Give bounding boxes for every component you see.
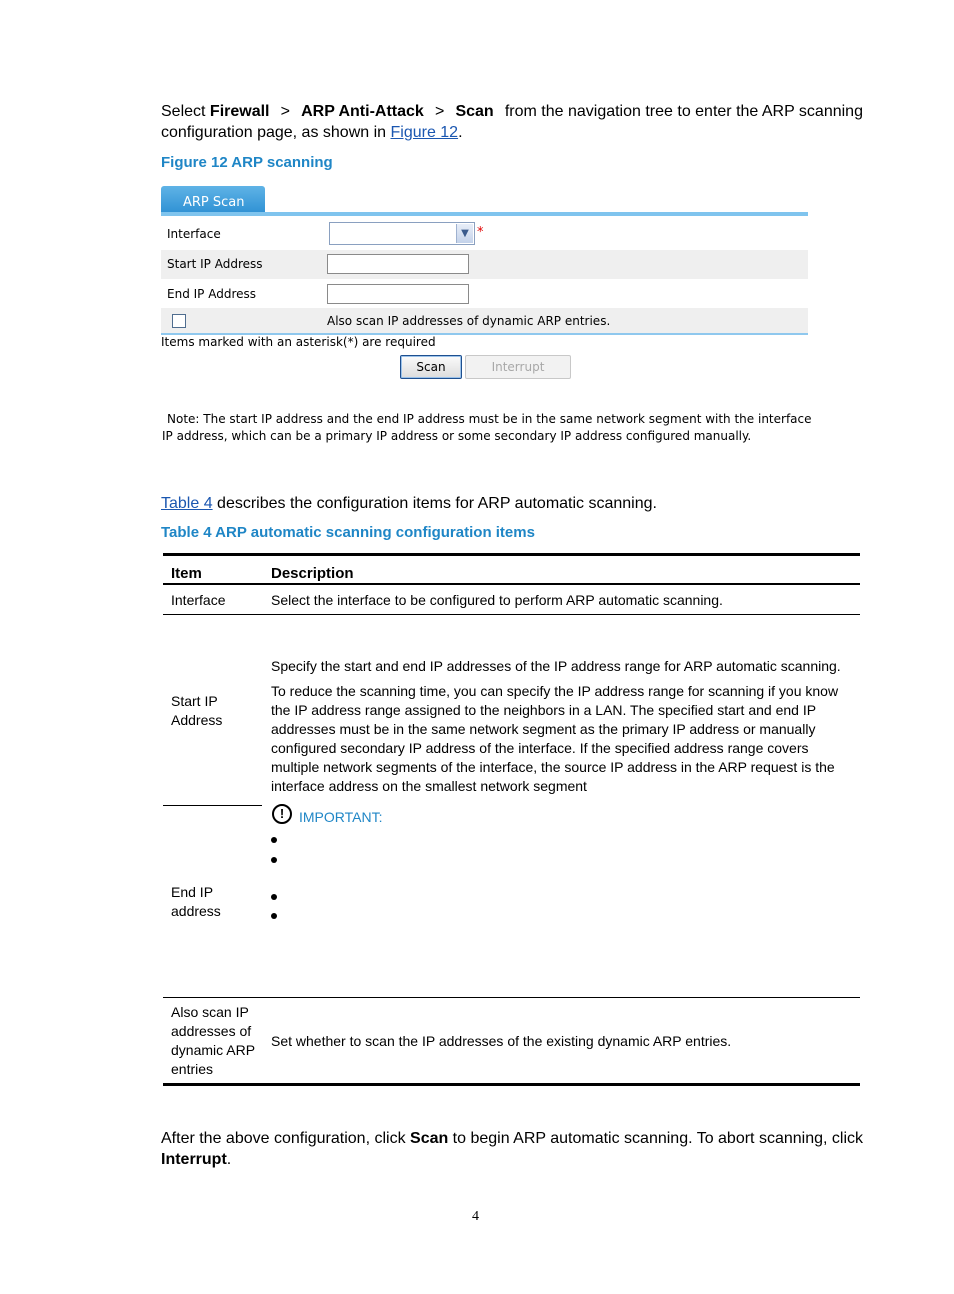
also-scan-checkbox[interactable]	[172, 314, 186, 328]
bullet-3	[271, 894, 277, 900]
bullet-4	[271, 913, 277, 919]
outro-interrupt: Interrupt	[161, 1151, 227, 1168]
interface-label: Interface	[167, 227, 221, 241]
outro-scan: Scan	[410, 1130, 449, 1147]
note-text: Note: The start IP address and the end IP address must be in the same network segment with the interface IP address, which can be a primary IP address or some secondary IP address configured manually.	[162, 412, 812, 443]
tab-underline	[161, 212, 808, 216]
table-4-link[interactable]: Table 4	[161, 495, 213, 512]
start-ip-row	[161, 250, 808, 279]
start-end-divider	[163, 805, 262, 806]
interface-row	[161, 220, 808, 249]
start-ip-input[interactable]	[327, 254, 469, 274]
page-number: 4	[472, 1209, 479, 1224]
header-description: Description	[271, 565, 354, 582]
row-start-ip-item: Start IP Address	[171, 693, 223, 728]
end-ip-input[interactable]	[327, 284, 469, 304]
nav-arp-anti-attack: ARP Anti-Attack	[301, 103, 424, 120]
outro-paragraph: After the above configuration, click Scan to begin ARP automatic scanning. To abort scanning, click Interrupt.	[161, 1130, 863, 1168]
warning-icon: !	[272, 804, 292, 824]
nav-scan: Scan	[455, 103, 494, 120]
also-scan-label: Also scan IP addresses of dynamic ARP entries.	[327, 314, 611, 328]
header-item: Item	[171, 565, 202, 582]
scan-button[interactable]: Scan	[400, 355, 462, 379]
tab-arp-scan[interactable]: ARP Scan	[161, 186, 265, 215]
table-bottom-rule	[163, 1083, 860, 1086]
range-desc-1: Specify the start and end IP addresses of the IP address range for ARP automatic scanning.	[271, 658, 841, 674]
also-scan-row	[161, 308, 808, 335]
table-intro: Table 4 describes the configuration items for ARP automatic scanning.	[161, 495, 657, 512]
row-also-scan-desc: Set whether to scan the IP addresses of the existing dynamic ARP entries.	[271, 1033, 732, 1049]
end-ip-label: End IP Address	[167, 287, 256, 301]
chevron-down-icon[interactable]: ▼	[456, 224, 473, 243]
range-desc-2: To reduce the scanning time, you can specify the IP address range for scanning if you know the IP address range assigned to the neighbors in a LAN. The specified start and end IP addresses must be in the same network segment as the primary IP address or manually configured secondary IP address of the interface. If the specified address range covers multiple network segments of the interface, the source IP address in the ARP request is the interface address on the smallest network segment	[271, 683, 839, 794]
bullet-1	[271, 837, 277, 843]
row-interface-desc: Select the interface to be configured to perform ARP automatic scanning.	[271, 592, 723, 608]
row-rule-3	[163, 997, 860, 998]
figure-caption: Figure 12 ARP scanning	[161, 154, 333, 171]
table-caption: Table 4 ARP automatic scanning configuration items	[161, 524, 535, 541]
required-asterisk: *	[477, 225, 484, 240]
nav-firewall: Firewall	[209, 103, 270, 120]
interface-select[interactable]	[329, 222, 475, 245]
required-note: Items marked with an asterisk(*) are required	[161, 335, 436, 349]
row-also-scan-item: Also scan IP addresses of dynamic ARP entries	[171, 1004, 256, 1077]
important-label: IMPORTANT:	[299, 809, 383, 825]
row-end-ip-item: End IP address	[171, 884, 221, 919]
row-rule-1	[163, 614, 860, 615]
figure-12-link[interactable]: Figure 12	[390, 124, 459, 141]
header-rule	[163, 583, 860, 585]
intro-paragraph: Select Firewall > ARP Anti-Attack > Scan from the navigation tree to enter the ARP scanning configuration page, as shown in Figure 12.	[161, 103, 863, 141]
row-interface-item: Interface	[171, 592, 226, 608]
interrupt-button[interactable]: Interrupt	[465, 355, 571, 379]
table-top-rule	[163, 553, 860, 556]
end-ip-row	[161, 280, 808, 309]
bullet-2	[271, 857, 277, 863]
start-ip-label: Start IP Address	[167, 257, 263, 271]
